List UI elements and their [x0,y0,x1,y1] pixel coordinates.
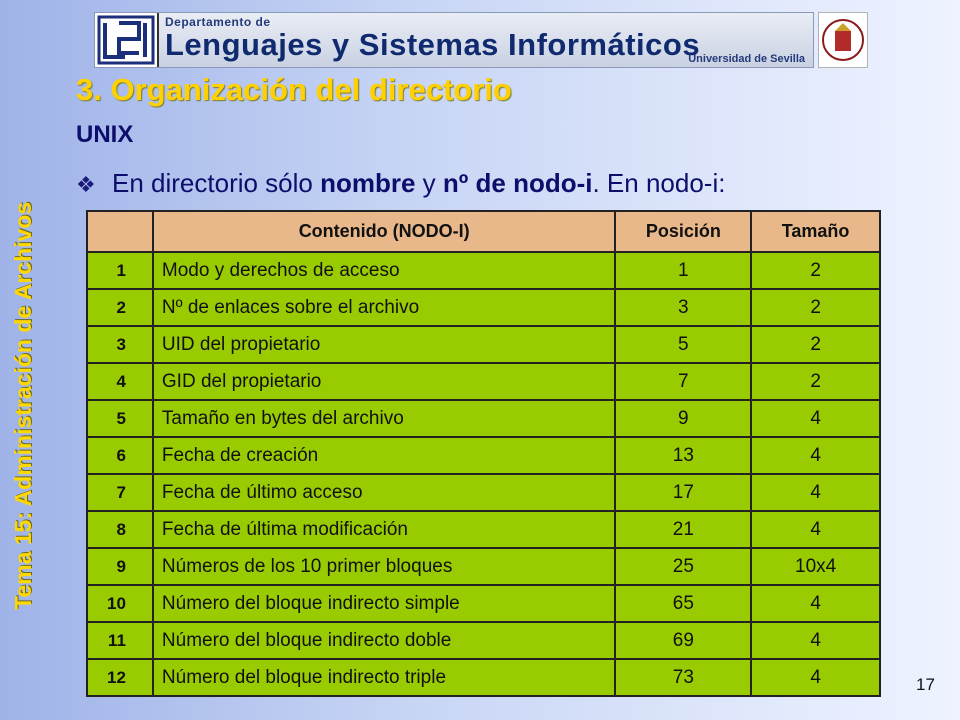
row-size: 10x4 [751,548,880,585]
row-size: 4 [751,622,880,659]
slide-title: 3. Organización del directorio [76,72,512,107]
row-index: 4 [87,363,153,400]
row-index: 7 [87,474,153,511]
bullet-part-1: En directorio sólo [112,168,321,198]
row-size: 4 [751,474,880,511]
row-index: 9 [87,548,153,585]
table-row [87,548,880,585]
inode-table [86,210,881,697]
row-size: 4 [751,437,880,474]
table-row [87,622,880,659]
row-position: 69 [615,622,751,659]
row-content: UID del propietario [153,326,616,363]
table-header-position: Posición [615,211,751,252]
row-size: 4 [751,511,880,548]
table-row [87,474,880,511]
row-size: 2 [751,289,880,326]
row-content: Fecha de creación [153,437,616,474]
slide-subtitle: UNIX [76,121,134,148]
header-banner [94,12,814,68]
lsi-logo [95,13,159,67]
row-index: 11 [87,622,153,659]
row-position: 3 [615,289,751,326]
row-position: 21 [615,511,751,548]
row-position: 17 [615,474,751,511]
row-position: 1 [615,252,751,289]
bullet-part-2: y [415,168,443,198]
row-index: 6 [87,437,153,474]
row-content: GID del propietario [153,363,616,400]
row-size: 2 [751,326,880,363]
table-row [87,437,880,474]
row-content: Números de los 10 primer bloques [153,548,616,585]
row-index: 2 [87,289,153,326]
table-row [87,400,880,437]
row-position: 5 [615,326,751,363]
university-seal-icon [818,12,868,68]
row-position: 65 [615,585,751,622]
sidebar-topic-label: Tema 15: Administración de Archivos [10,201,36,610]
bullet-text [76,168,725,199]
row-size: 2 [751,252,880,289]
row-content: Tamaño en bytes del archivo [153,400,616,437]
table-header-content: Contenido (NODO-I) [153,211,616,252]
table-row [87,659,880,696]
table-row [87,363,880,400]
row-content: Número del bloque indirecto simple [153,585,616,622]
row-content: Fecha de última modificación [153,511,616,548]
row-index: 8 [87,511,153,548]
row-size: 4 [751,585,880,622]
table-header-index [87,211,153,252]
table-row [87,252,880,289]
row-content: Nº de enlaces sobre el archivo [153,289,616,326]
bullet-part-3: . En nodo-i: [592,168,726,198]
university-label: Universidad de Sevilla [688,53,805,65]
diamond-bullet-icon: ❖ [76,172,96,197]
row-position: 13 [615,437,751,474]
department-title: Lenguajes y Sistemas Informáticos [165,27,701,62]
table-header-size: Tamaño [751,211,880,252]
table-row [87,511,880,548]
row-size: 4 [751,659,880,696]
department-line: Departamento de [165,15,271,29]
row-position: 9 [615,400,751,437]
row-position: 73 [615,659,751,696]
row-content: Fecha de último acceso [153,474,616,511]
row-size: 2 [751,363,880,400]
row-index: 3 [87,326,153,363]
row-index: 10 [87,585,153,622]
page-number: 17 [916,675,935,694]
table-row [87,585,880,622]
bullet-bold-2: nº de nodo-i [442,168,593,198]
table-header-row [87,211,880,252]
row-size: 4 [751,400,880,437]
row-position: 25 [615,548,751,585]
table-row [87,289,880,326]
row-index: 5 [87,400,153,437]
row-content: Número del bloque indirecto triple [153,659,616,696]
row-content: Número del bloque indirecto doble [153,622,616,659]
table-row [87,326,880,363]
row-content: Modo y derechos de acceso [153,252,616,289]
row-index: 1 [87,252,153,289]
row-index: 12 [87,659,153,696]
bullet-bold-1: nombre [320,168,416,198]
row-position: 7 [615,363,751,400]
